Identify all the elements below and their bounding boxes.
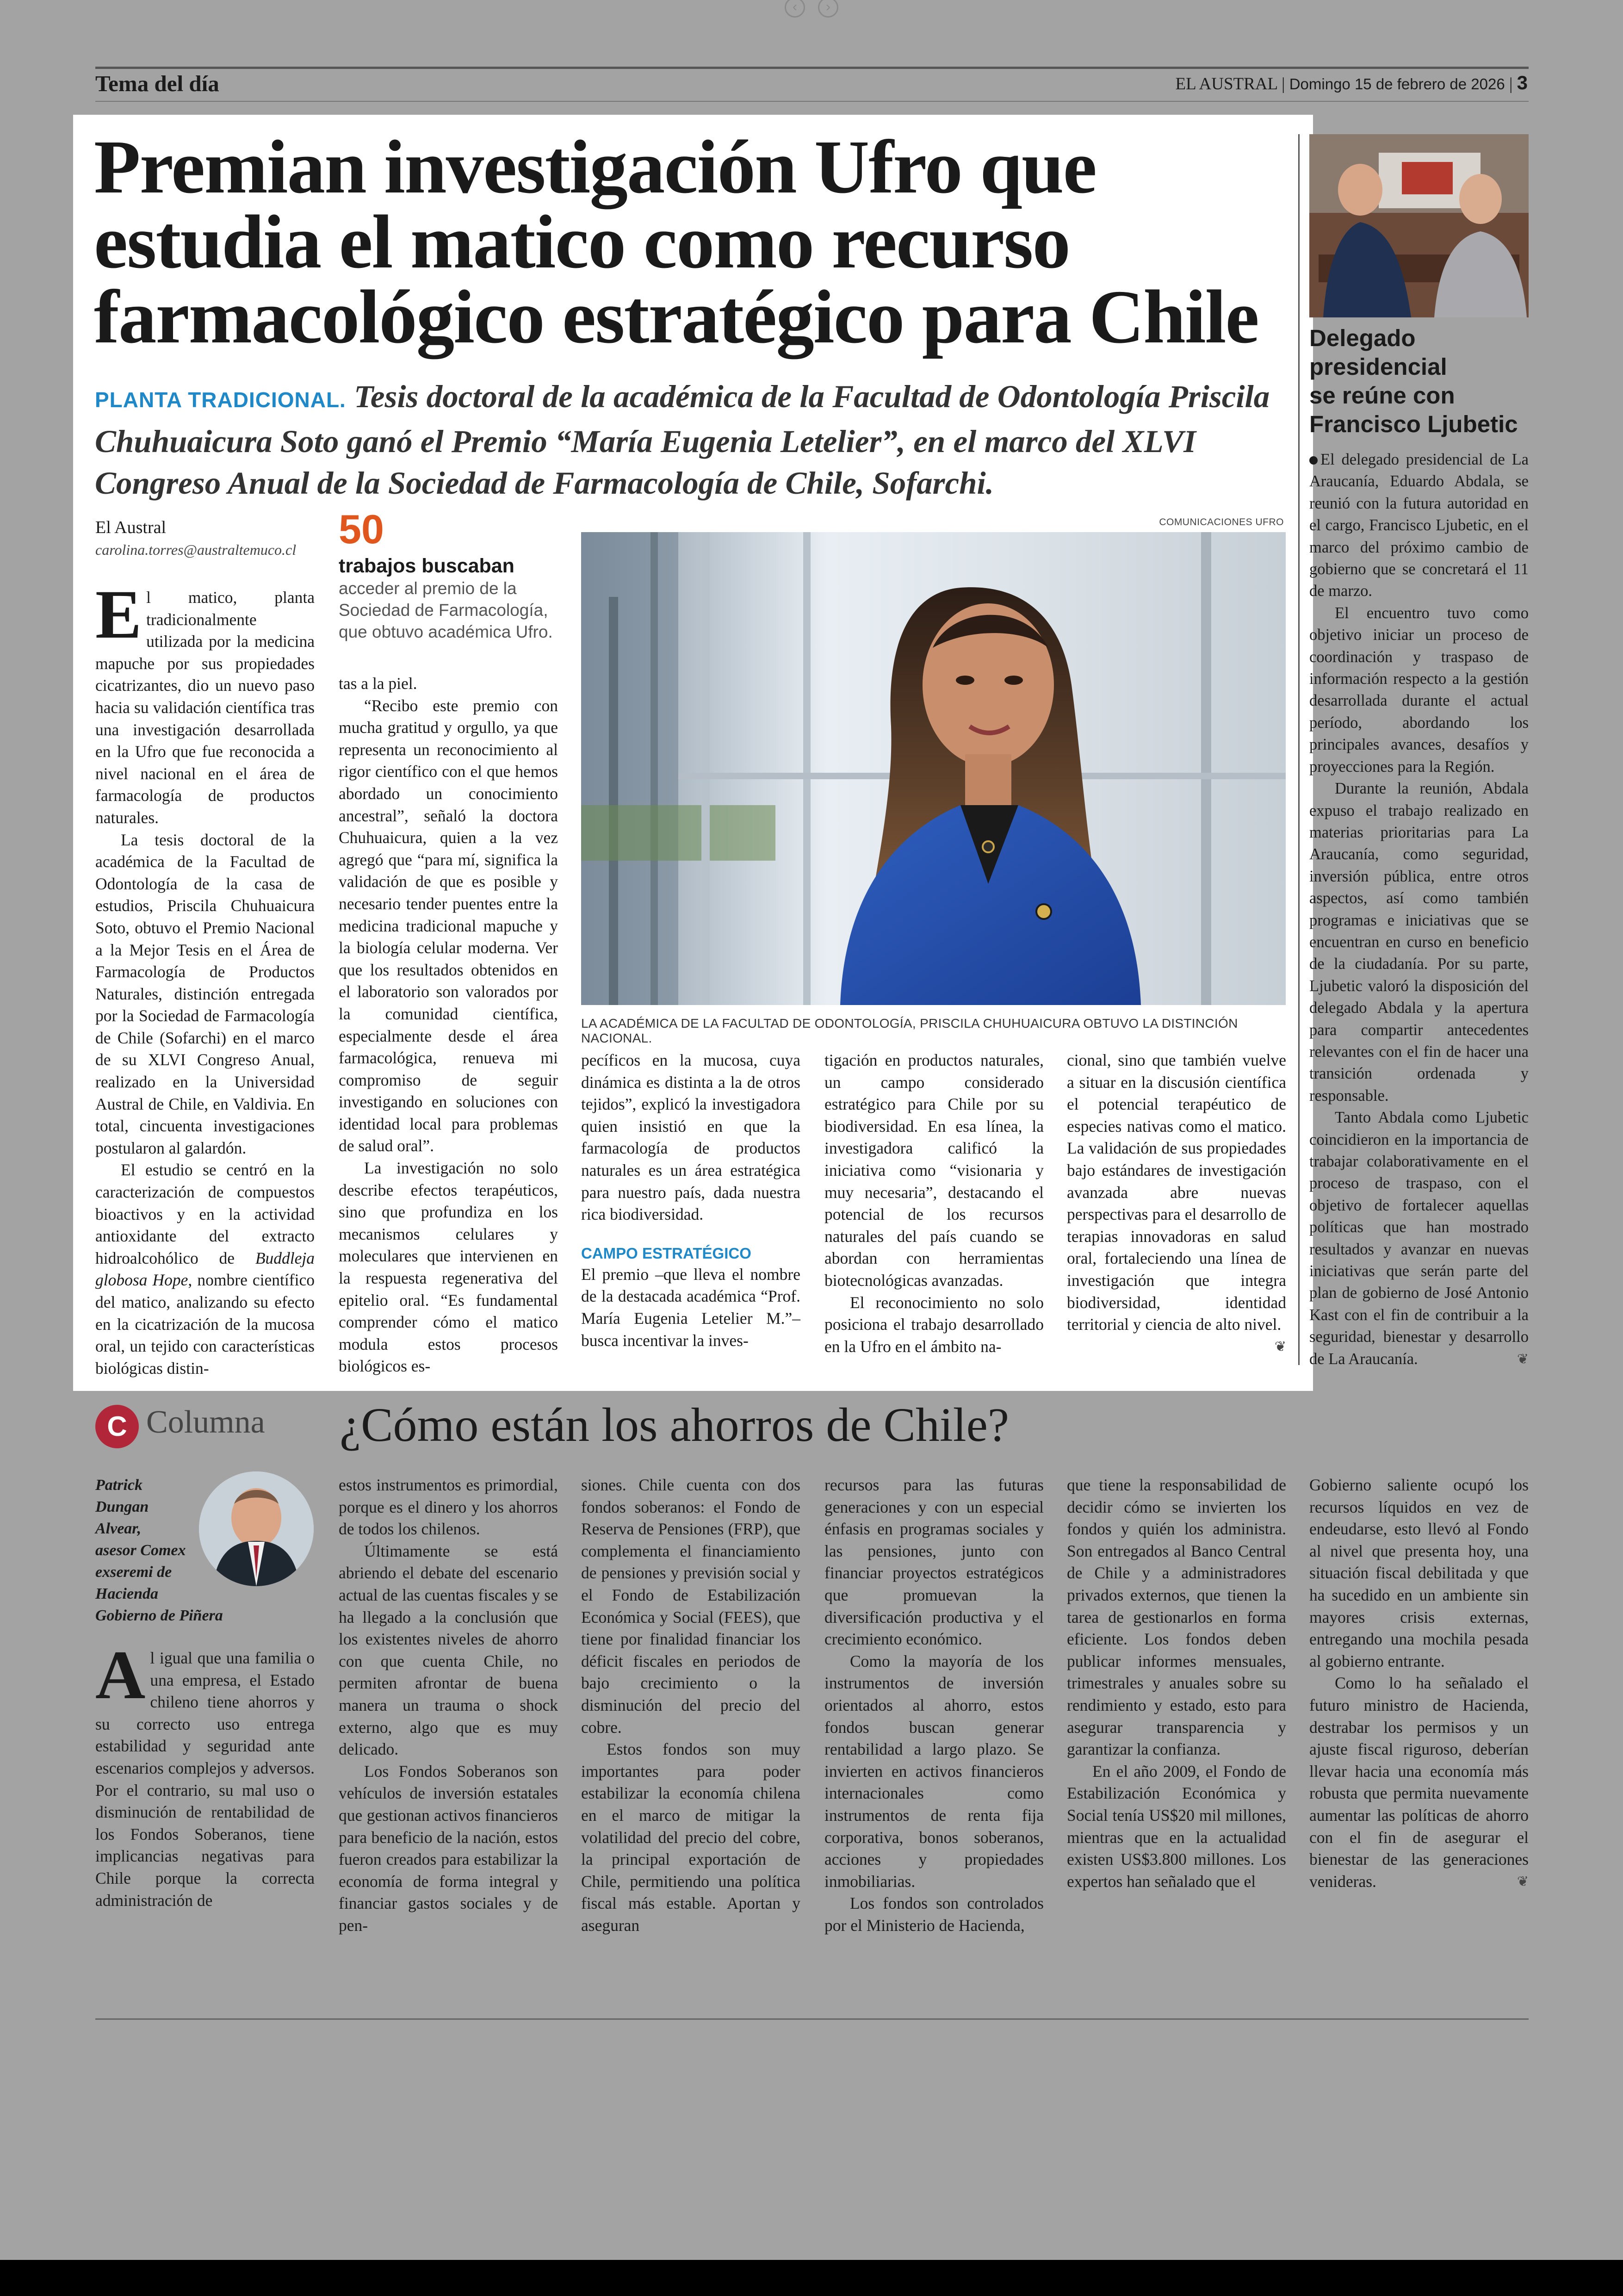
- drop-cap: E: [95, 576, 142, 653]
- headline-line: Premian investigación Ufro que: [94, 124, 1096, 209]
- photo-credit: COMUNICACIONES UFRO: [1159, 517, 1284, 527]
- article-paragraph: La tesis doctoral de la académica de la Facultad de Odontología de la casa de estudios, Priscila Chuhuaicura Soto, obtuvo el Premio Nacional a la Mejor Tesis en el Área de Farmacología de Productos Naturales, distinción entregada por la Sociedad de Farmacología de Chile (Sofarchi) en el marco de su XLVI Congreso Anual, realizado en la Universidad Austral de Chile, en Valdivia. En total, cincuenta investigaciones postularon al galardón.: [95, 830, 315, 1157]
- author-avatar: [199, 1471, 314, 1586]
- stat-description: [339, 555, 556, 643]
- column-text-1: [95, 1637, 315, 1911]
- stat-bold: trabajos buscaban: [339, 555, 514, 577]
- author-email: carolina.torres@australtemuco.cl: [95, 541, 297, 558]
- drop-cap: A: [95, 1637, 146, 1713]
- column-paragraph: estos instrumentos es primordial, porque es el dinero y los ahorros de todos los chilenos.: [339, 1476, 558, 1539]
- masthead-divider: |: [1505, 74, 1517, 93]
- author-line: Alvear,: [95, 1520, 142, 1537]
- end-of-article-icon: ❦: [1274, 1338, 1286, 1355]
- column-paragraph: Los Fondos Soberanos son vehículos de inversión estatales que gestionan activos financieros para beneficio de la nación, estos fueron creados para estabilizar la economía de forma integral y financiar gastos sociales y de pen-: [339, 1762, 558, 1935]
- column-text-4: [824, 1474, 1044, 1936]
- author-line: Dungan: [95, 1498, 149, 1515]
- bottom-black-bar: [0, 2260, 1623, 2296]
- sidebar-paragraph: El delegado presidencial de La Araucanía, Eduardo Abdala, se reunió con la futura autoridad en el cargo, Francisco Ljubetic, en el marco del próximo cambio de gobierno que se concretará el 11 de marzo.: [1309, 451, 1529, 600]
- column-paragraph: En el año 2009, el Fondo de Estabilización Económica y Social tenía US$20 mil millones, mientras que en la actualidad existen US$3.800 millones. Los expertos han señalado que el: [1067, 1762, 1286, 1891]
- column-paragraph: Como lo ha señalado el futuro ministro de Hacienda, destrabar los permisos y un ajuste fiscal riguroso, deberían llevar hacia una economía más robusta que permita nuevamente aumentar las políticas de ahorro con el fin de asegurar el bienestar de las generaciones venideras. ❦: [1309, 1672, 1529, 1893]
- meeting-illustration: [1309, 134, 1529, 317]
- column-text-5: [1067, 1474, 1286, 1893]
- author-line: Patrick: [95, 1477, 142, 1494]
- scroll-up-button[interactable]: ‹: [785, 0, 805, 18]
- sidebar-headline-line: Francisco Ljubetic: [1309, 411, 1518, 437]
- masthead: EL AUSTRAL: [1175, 74, 1277, 93]
- bullet-icon: [1309, 456, 1318, 465]
- sidebar-headline: [1309, 324, 1529, 439]
- column-paragraph: Últimamente se está abriendo el debate del escenario actual de las cuentas fiscales y se ha llegado a la conclusión que los existentes niveles de ahorro con que cuenta Chile, no permiten afrontar de buena manera un trauma o shock externo, algo que es muy delicado.: [339, 1541, 558, 1759]
- column-paragraph: que tiene la responsabilidad de decidir cómo se invierten los fondos y quién los administra. Son entregados al Banco Central de Chile y a administradores privados externos, que tienen la tarea de gestionarlos en forma eficiente. Los fondos deben publicar informes mensuales, trimestrales y anuales sobre su rendimiento y estado, esto para asegurar transparencia y garantizar la confianza.: [1067, 1476, 1286, 1759]
- headline-line: farmacológico estratégico para Chile: [94, 274, 1258, 359]
- end-of-article-icon: ❦: [1517, 1351, 1529, 1367]
- sidebar-paragraph: Durante la reunión, Abdala expuso el trabajo realizado en materias prioritarias para La Araucanía, como seguridad, inversión pública, entre otros aspectos, así como también programas e iniciativas que se encuentran en curso en beneficio de la ciudadanía. Por su parte, Ljubetic valoró la disposición del delegado Abdala y la apertura para compartir antecedentes relevantes con el fin de hacer una transición ordenada y responsable.: [1309, 780, 1529, 1105]
- subhead: CAMPO ESTRATÉGICO: [581, 1244, 751, 1262]
- scroll-down-button[interactable]: ›: [818, 0, 838, 18]
- column-title: ¿Cómo están los ahorros de Chile?: [340, 1398, 1010, 1452]
- column-paragraph: Estos fondos son muy importantes para poder estabilizar la economía chilena en el marco de mitigar la volatilidad del precio del cobre, la principal exportación de Chile, permitiendo una política fiscal más estable. Aportan y aseguran: [581, 1740, 800, 1935]
- column-text-3: [581, 1474, 800, 1936]
- section-label: Tema del día: [95, 71, 219, 96]
- article-paragraph: El premio –que lleva el nombre de la destacada académica “Prof. María Eugenia Letelier M.”– busca incentivar la inves-: [581, 1265, 800, 1350]
- column-author: [95, 1474, 223, 1626]
- scientific-name: Buddleja globosa Hope: [95, 1248, 315, 1290]
- article-paragraph: pecíficos en la mucosa, cuya dinámica es distinta a la de otros tejidos”, explicó la investigadora quien insistió en que la farmacología de productos naturales es un área estratégica para nuestro país, dada nuestra rica biodiversidad.: [581, 1051, 800, 1224]
- article-column-4: [824, 1049, 1044, 1358]
- page-number: 3: [1517, 72, 1528, 93]
- photo-caption: LA ACADÉMICA DE LA FACULTAD DE ODONTOLOGÍA, PRISCILA CHUHUAICURA OBTUVO LA DISTINCIÓN NACIONAL.: [581, 1016, 1238, 1045]
- article-paragraph: El matico, planta tradicionalmente utilizada por la medicina mapuche por sus propiedades cicatrizantes, dio un nuevo paso hacia su validación científica tras una investigación desarrollada en la Ufro que fue reconocida a nivel nacional en el área de farmacología de productos naturales.: [95, 576, 315, 827]
- sidebar-headline-line: presidencial: [1309, 354, 1447, 380]
- header-top-rule: [95, 67, 1529, 69]
- article-paragraph: cional, sino que también vuelve a situar en la discusión científica el potencial terapéutico de especies nativas como el matico. La validación de sus propiedades bajo estándares de investigación avanzada abre nuevas perspectivas para el desarrollo de terapias innovadoras en salud oral, fortaleciendo una línea de investigación que integra biodiversidad, identidad territorial y ciencia de alto nivel.: [1067, 1051, 1286, 1334]
- headline-line: estudia el matico como recurso: [94, 199, 1070, 284]
- article-paragraph: tas a la piel.: [339, 674, 417, 693]
- masthead-info: [1176, 72, 1528, 94]
- article-headline: [94, 124, 1297, 359]
- article-paragraph: tigación en productos naturales, un campo considerado estratégico para Chile por su biodiversidad. En esa línea, la investigadora calificó la iniciativa como “visionaria y muy necesaria”, destacando el potencial de los recursos naturales del país cuando se abordan con herramientas biotecnológicas avanzadas.: [824, 1051, 1044, 1290]
- article-paragraph: El estudio se centró en la caracterización de compuestos bioactivos y en la actividad antioxidante del extracto hidroalcohólico de Buddleja globosa Hope, nombre científico del matico, analizando su efecto en la cicatrización de la mucosa oral, un tejido con características biológicas distin-: [95, 1160, 315, 1378]
- article-paragraph: El reconocimiento no solo posiciona el trabajo desarrollado en la Ufro en el ámbito na-: [824, 1293, 1044, 1356]
- masthead-divider: |: [1277, 74, 1289, 93]
- end-of-article-icon: ❦: [1517, 1873, 1529, 1890]
- column-paragraph: Como la mayoría de los instrumentos de inversión orientados al ahorro, estos fondos buscan generar rentabilidad a largo plazo. Se invierten en activos financieros internacionales como instrumentos de renta fija corporativa, bonos soberanos, acciones y propiedades inmobiliarias.: [824, 1651, 1044, 1891]
- sidebar-headline-line: se reúne con: [1309, 382, 1455, 409]
- kicker: PLANTA TRADICIONAL.: [95, 388, 346, 412]
- column-text-2: [339, 1474, 558, 1936]
- byline: El Austral: [95, 518, 167, 537]
- sidebar-headline-line: Delegado: [1309, 325, 1416, 351]
- column-paragraph: siones. Chile cuenta con dos fondos soberanos: el Fondo de Reserva de Pensiones (FRP), que complementa el financiamiento de pensiones y previsión social y el Fondo de Estabilización Económica y Social (FEES), que tiene por finalidad financiar los déficit fiscales en periodos de bajo crecimiento o la disminución del precio del cobre.: [581, 1476, 800, 1737]
- column-text-6: [1309, 1474, 1529, 1893]
- article-column-3: [581, 1049, 800, 1352]
- column-paragraph: recursos para las futuras generaciones y con un especial énfasis en programas sociales y las pensiones, junto con financiar proyectos estratégicos que promuevan la diversificación productiva y el crecimiento económico.: [824, 1476, 1044, 1649]
- column-paragraph: Al igual que una familia o una empresa, el Estado chileno tiene ahorros y su correcto uso entrega estabilidad y seguridad ante escenarios complejos y adversos. Por el contrario, su mal uso o disminución de rentabilidad de los Fondos Soberanos, tiene implicancias negativas para Chile porque la correcta administración de: [95, 1637, 315, 1910]
- column-label: Columna: [146, 1404, 265, 1440]
- article-column-1: [95, 576, 315, 1379]
- article-lede: [95, 376, 1293, 504]
- article-photo: [581, 532, 1286, 1005]
- sidebar-body: [1309, 449, 1529, 1370]
- author-line: Gobierno de Piñera: [95, 1607, 223, 1624]
- stat-number: 50: [339, 506, 384, 552]
- author-line: Hacienda: [95, 1585, 158, 1602]
- stat-text: acceder al premio de la Sociedad de Farmacología, que obtuvo académica Ufro.: [339, 579, 553, 641]
- portrait-illustration: [581, 532, 1286, 1005]
- sidebar-paragraph: El encuentro tuvo como objetivo iniciar un proceso de coordinación y traspaso de información respecto a la gestión desarrollada durante el actual período, abordando los principales avances, desafíos y proyecciones para la Región.: [1309, 604, 1529, 776]
- lede-text: Tesis doctoral de la académica de la Facultad de Odontología Priscila Chuhuaicura Soto ganó el Premio “María Eugenia Letelier”, en el marco del XLVI Congreso Anual de la Sociedad de Farmacología de Chile, Sofarchi.: [95, 379, 1270, 501]
- article-column-5: [1067, 1049, 1286, 1358]
- author-portrait: [199, 1471, 314, 1586]
- column-paragraph: Los fondos son controlados por el Ministerio de Hacienda,: [824, 1894, 1044, 1935]
- author-line: asesor Comex: [95, 1542, 186, 1559]
- article-paragraph: “Recibo este premio con mucha gratitud y orgullo, ya que representa un reconocimiento al rigor científico con el que hemos abordado un conocimiento ancestral”, señaló la doctora Chuhuaicura, quien a la vez agregó que “para mí, significa la validación de que es posible y necesario tender puentes entre la medicina tradicional mapuche y la biología celular moderna. Ver que los resultados obtenidos en el laboratorio son valorados por la comunidad científica, especialmente desde el área farmacológica, renueva mi compromiso de seguir investigando en soluciones con identidad local para problemas de salud oral”.: [339, 696, 558, 1155]
- issue-date: Domingo 15 de febrero de 2026: [1289, 75, 1505, 93]
- sidebar-photo: [1309, 134, 1529, 317]
- author-line: exseremi de: [95, 1564, 172, 1581]
- page-bottom-rule: [95, 2018, 1529, 2020]
- article-paragraph: La investigación no solo describe efectos terapéuticos, sino que profundiza en los mecanismos celulares y moleculares que intervienen en la respuesta regenerativa del epitelio oral. “Es fundamental comprender cómo el matico modula estos procesos biológicos es-: [339, 1159, 558, 1376]
- column-paragraph: Gobierno saliente ocupó los recursos líquidos en vez de endeudarse, esto llevó al Fondo al nivel que presenta hoy, una situación fiscal debilitada y que ha sucedido en un ambiente sin mayores crisis externas, entregando una mochila pesada al gobierno entrante.: [1309, 1476, 1529, 1670]
- sidebar-divider: [1298, 134, 1300, 1365]
- article-column-2: [339, 673, 558, 1378]
- sidebar-paragraph: Tanto Abdala como Ljubetic coincidieron en la importancia de trabajar colaborativamente en el proceso de traspaso, con el objetivo de fortalecer aquellas políticas que han mostrado resultados y avanzar en nuevas iniciativas que serán parte del plan de gobierno de José Antonio Kast con el fin de contribuir a la seguridad, bienestar y desarrollo de La Araucanía. ❦: [1309, 1107, 1529, 1370]
- column-badge: C: [95, 1405, 139, 1448]
- header-bottom-rule: [95, 101, 1529, 102]
